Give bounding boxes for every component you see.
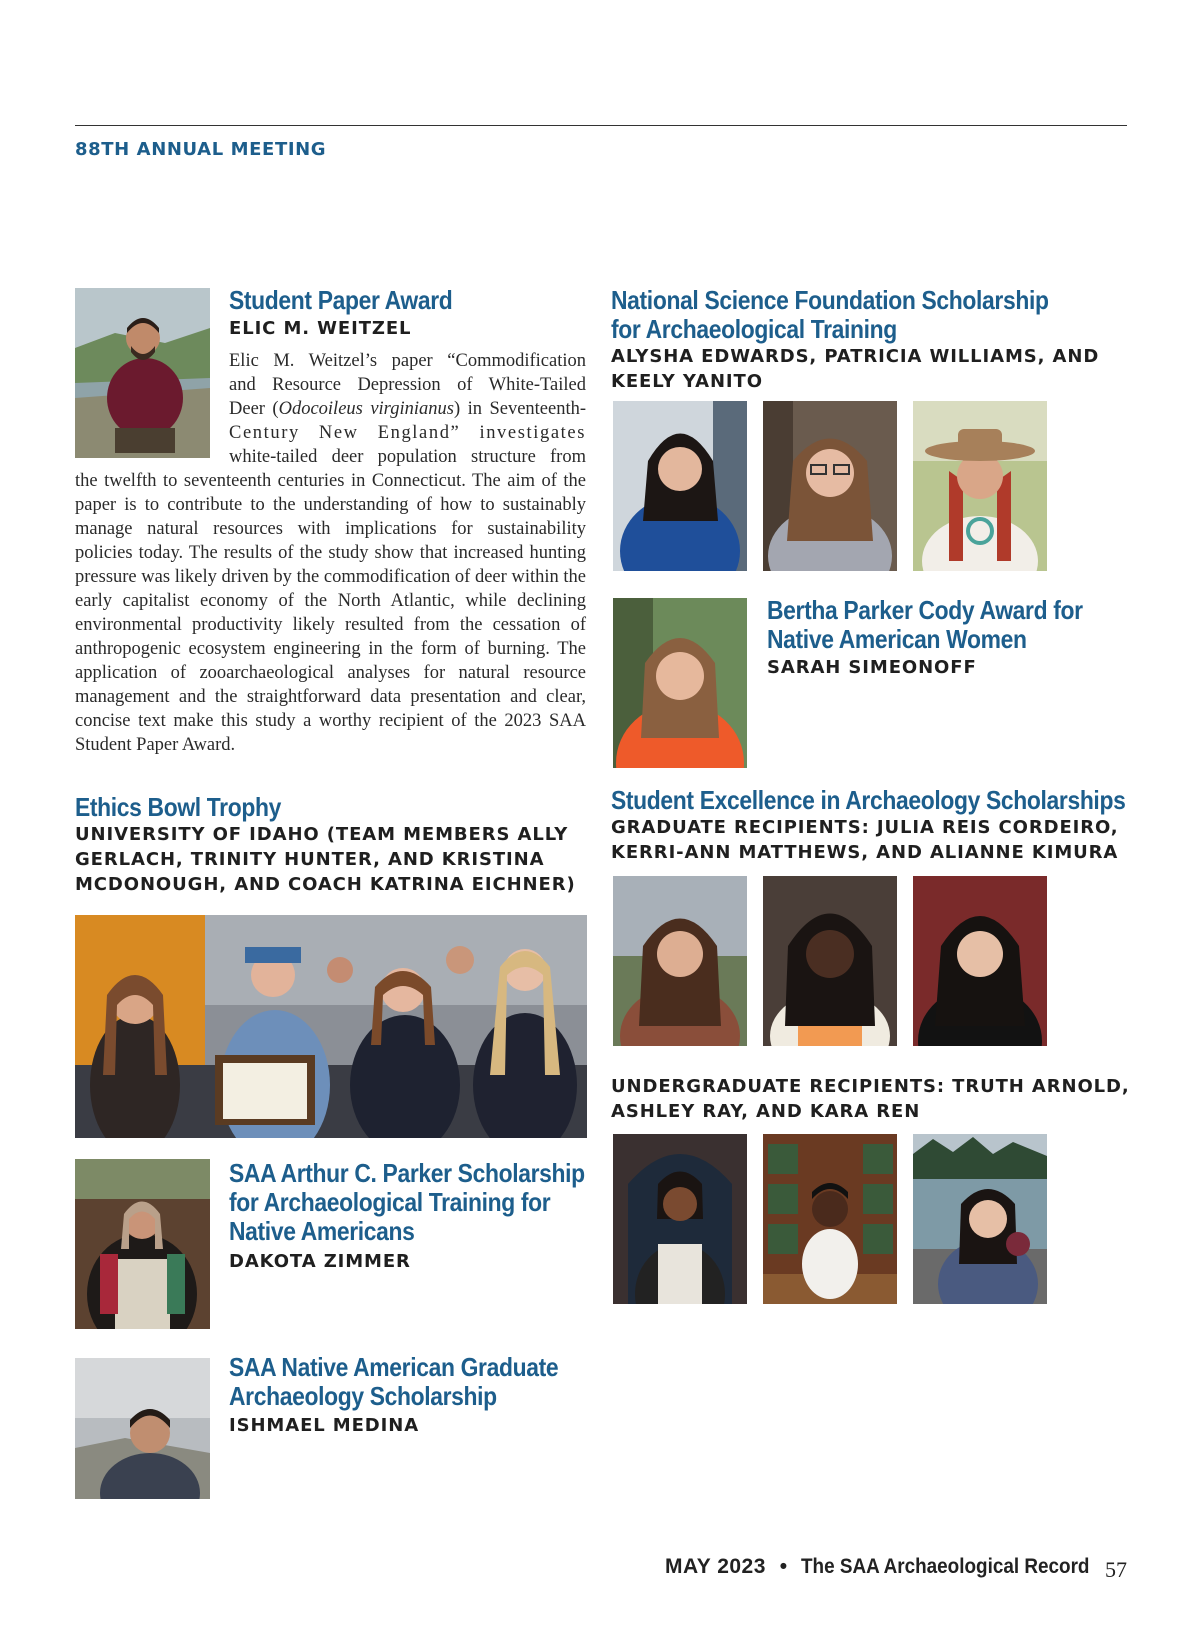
footer-issue: MAY 2023 [665,1555,766,1578]
wrap-line-1: Elic M. Weitzel’s paper “Commodification [229,351,586,371]
nsf-title-line-2: for Archaeological Training [611,314,897,344]
header-rule [75,125,1127,126]
student-paper-award-title: Student Paper Award [229,285,453,315]
wrap-line-4: Century New England” investigates [229,423,586,443]
section-label: 88TH ANNUAL MEETING [75,139,327,160]
photo-elic-weitzel [75,288,210,458]
ethics-names-line-1: UNIVERSITY OF IDAHO (TEAM MEMBERS ALLY [75,824,569,845]
photo-julia-reis-cordeiro [613,876,747,1046]
nsf-scholarship-title [611,286,1049,344]
photo-alysha-edwards [613,401,747,571]
deer-post: ) in Seventeenth- [453,399,587,419]
photo-ethics-bowl-team [75,915,587,1138]
photo-kara-ren [913,1134,1047,1304]
student-paper-wrap-text [229,349,586,469]
nsf-title-line-1: National Science Foundation Scholarship [611,285,1049,315]
wrap-line-3 [229,397,586,421]
nsf-recipients [611,344,1099,394]
photo-sarah-simeonoff [613,598,747,768]
wrap-line-2: and Resource Depression of White-Tailed [229,375,586,395]
native-grad-title-line-1: SAA Native American Graduate [229,1352,559,1382]
parker-scholarship-title [229,1159,585,1246]
photo-truth-arnold [613,1134,747,1304]
student-paper-body: the twelfth to seventeenth centuries in Connecticut. The aim of the paper is to contribute to the understanding of how to sustainably manage natural resources with implications for sustainability policies today. The results of the study show that increased hunting pressure was likely driven by the commodification of deer within the early capitalist economy of the North Atlantic, while declining environmental productivity likely resulted from the cessation of anthropogenic ecosystem engineering in the form of burning. The application of zooarchaeological analyses for natural resource management and the straightforward data presentation and clear, concise text make this study a worthy recipient of the 2023 SAA Student Paper Award. [75,471,586,755]
page-number: 57 [1105,1557,1127,1582]
excellence-graduate-recipients [611,815,1119,865]
photo-keely-yanito [913,401,1047,571]
bertha-parker-award-title [767,596,1083,654]
native-grad-title-line-2: Archaeology Scholarship [229,1381,497,1411]
photo-ishmael-medina [75,1358,210,1499]
bertha-recipient: SARAH SIMEONOFF [767,657,977,678]
species-name: Odocoileus virginianus [278,399,454,419]
parker-title-line-1: SAA Arthur C. Parker Scholarship [229,1158,585,1188]
ethics-bowl-names [75,822,576,897]
native-grad-scholarship-title [229,1353,558,1411]
photo-patricia-williams [763,401,897,571]
undergrad-line-2: ASHLEY RAY, AND KARA REN [611,1101,921,1122]
footer-journal-name: The SAA Archaeological Record [800,1555,1090,1578]
undergrad-line-1: UNDERGRADUATE RECIPIENTS: TRUTH ARNOLD, [611,1076,1130,1097]
parker-recipient: DAKOTA ZIMMER [229,1251,411,1272]
deer-pre: Deer ( [229,399,279,419]
parker-title-line-2: for Archaeological Training for [229,1187,551,1217]
ethics-names-line-3: MCDONOUGH, AND COACH KATRINA EICHNER) [75,874,576,895]
grad-line-2: KERRI-ANN MATTHEWS, AND ALIANNE KIMURA [611,842,1119,863]
excellence-undergraduate-recipients [611,1074,1130,1124]
nsf-names-line-1: ALYSHA EDWARDS, PATRICIA WILLIAMS, AND [611,346,1100,367]
bertha-title-line-1: Bertha Parker Cody Award for [767,595,1083,625]
native-grad-recipient: ISHMAEL MEDINA [229,1415,420,1436]
photo-alianne-kimura [913,876,1047,1046]
excellence-scholarships-title: Student Excellence in Archaeology Scholarships [611,785,1126,815]
ethics-bowl-title: Ethics Bowl Trophy [75,792,281,822]
student-paper-award-recipient: ELIC M. WEITZEL [229,318,412,339]
footer-bullet: • [779,1555,788,1578]
photo-kerri-ann-matthews [763,876,897,1046]
photo-ashley-ray [763,1134,897,1304]
ethics-names-line-2: GERLACH, TRINITY HUNTER, AND KRISTINA [75,849,545,870]
grad-line-1: GRADUATE RECIPIENTS: JULIA REIS CORDEIRO, [611,817,1119,838]
parker-title-line-3: Native Americans [229,1216,415,1246]
nsf-names-line-2: KEELY YANITO [611,371,763,392]
wrap-line-5: white-tailed deer population structure from [229,447,586,467]
footer-journal [665,1555,1122,1579]
photo-dakota-zimmer [75,1159,210,1329]
bertha-title-line-2: Native American Women [767,624,1027,654]
